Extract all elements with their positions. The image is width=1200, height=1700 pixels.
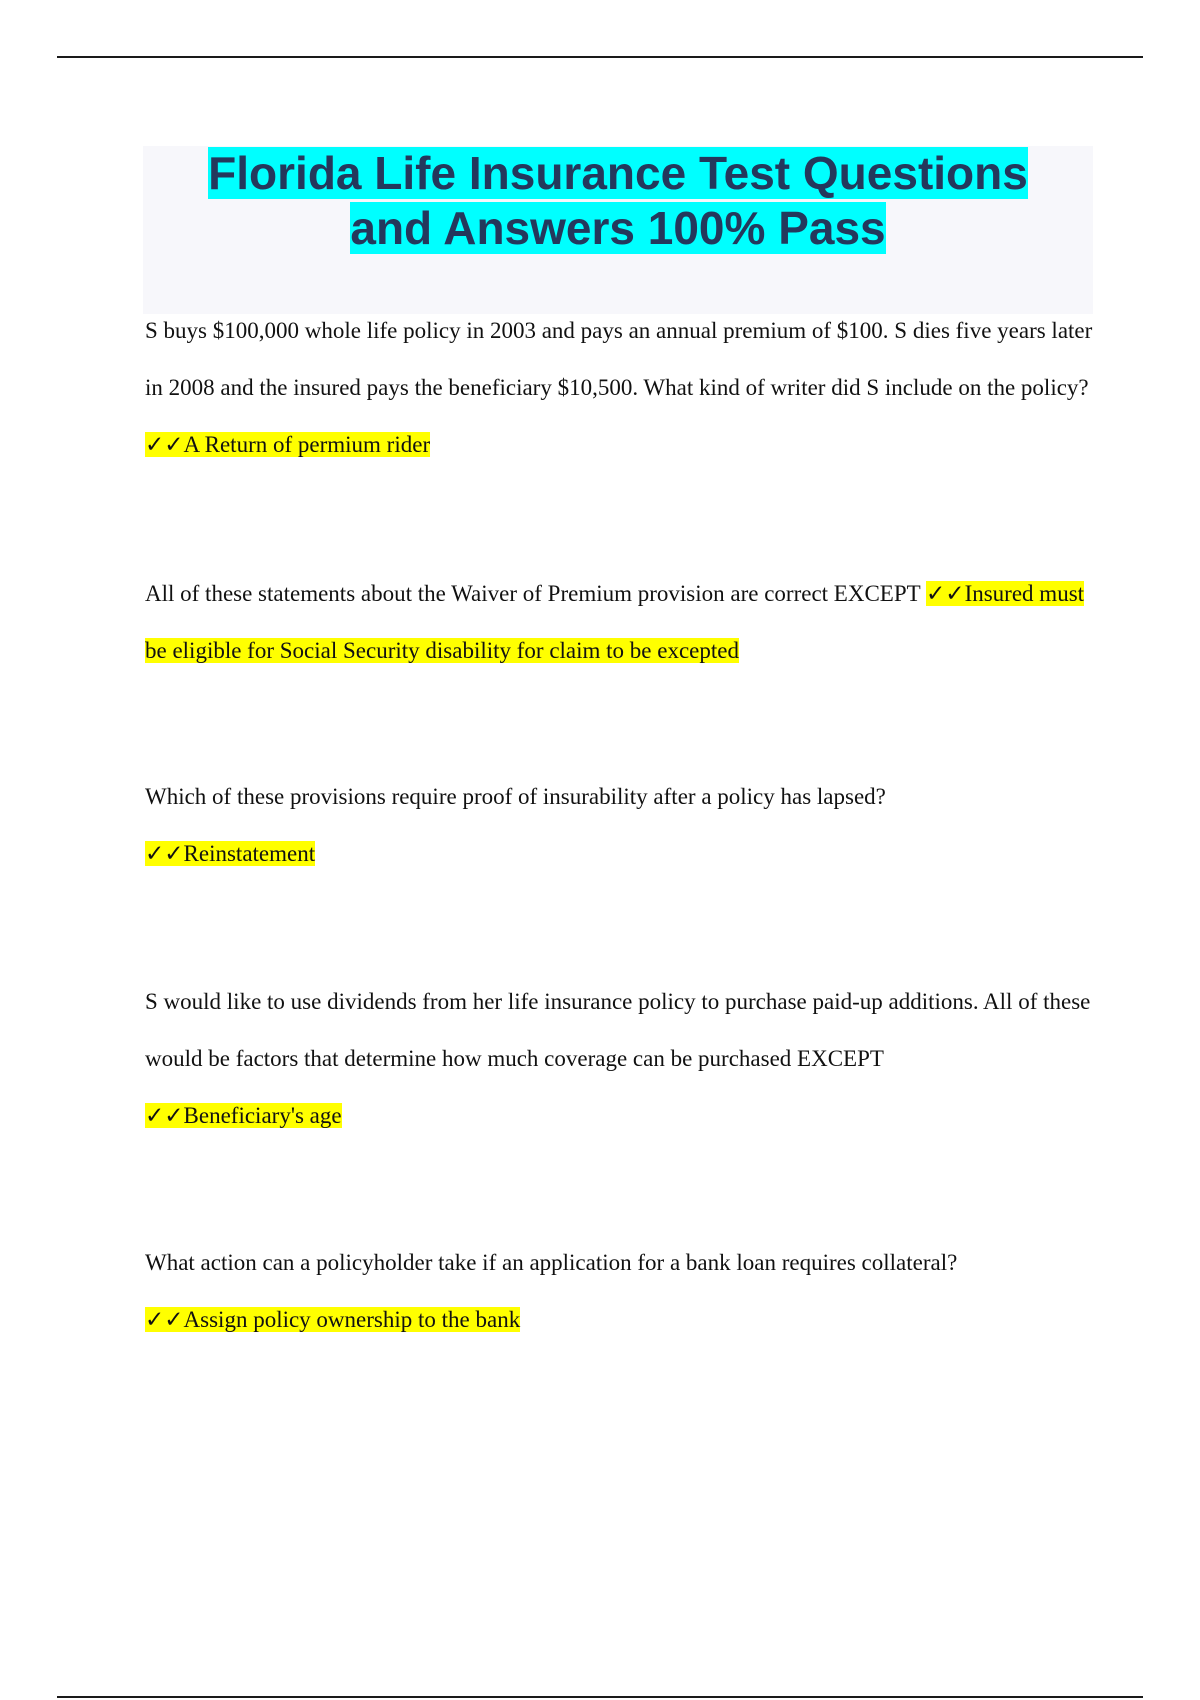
answer-text: ✓✓A Return of permium rider [145,432,431,457]
answer-text: ✓✓Beneficiary's age [145,1103,342,1128]
question-text: What action can a policyholder take if an application for a bank loan requires collateral? [145,1250,958,1275]
title-block [143,146,1093,314]
bottom-rule [57,1696,1143,1698]
question-text: S would like to use dividends from her life insurance policy to purchase paid-up additions. All of these would be factors that determine how much coverage can be purchased EXCEPT [145,989,1091,1071]
qa-item [145,768,1095,882]
qa-item [145,565,1095,679]
answer-text: ✓✓Insured must be eligible for Social Security disability for claim to be excepted [145,581,1085,663]
title-line-2: and Answers 100% Pass [350,202,886,254]
qa-list [145,302,1095,1348]
top-rule [57,56,1143,58]
answer-text: ✓✓Reinstatement [145,841,316,866]
qa-item [145,973,1095,1144]
qa-item [145,302,1095,473]
qa-item [145,1234,1095,1348]
title-line-1: Florida Life Insurance Test Questions [208,147,1028,199]
question-text: All of these statements about the Waiver of Premium provision are correct EXCEPT [145,581,921,606]
answer-text: ✓✓Assign policy ownership to the bank [145,1307,521,1332]
question-text: S buys $100,000 whole life policy in 2003 and pays an annual premium of $100. S dies five years later in 2008 and the insured pays the beneficiary $10,500. What kind of writer did S include on the policy? [145,318,1093,400]
page-title [143,146,1093,256]
question-text: Which of these provisions require proof of insurability after a policy has lapsed? [145,784,886,809]
